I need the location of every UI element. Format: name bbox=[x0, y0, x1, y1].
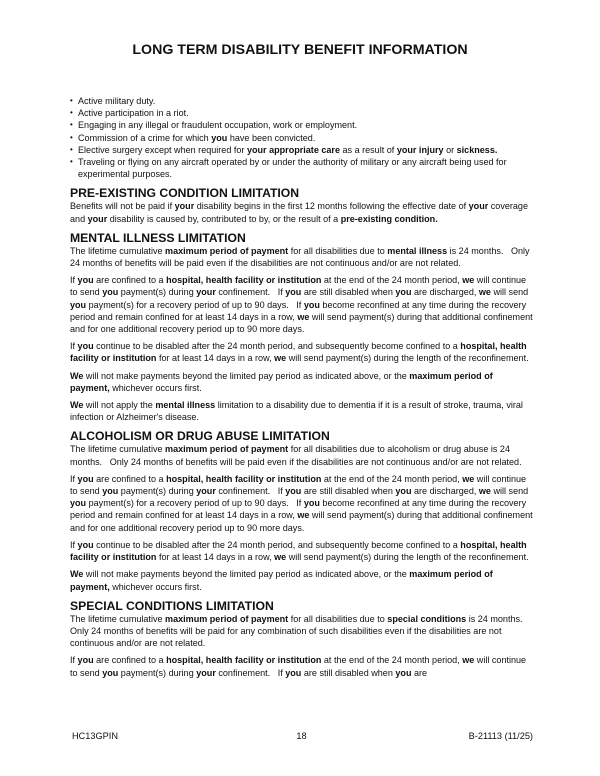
text-run: is 24 months. Only 24 months of benefits will be paid even if the disabilities are not continuous and/or are not related. bbox=[70, 245, 530, 269]
section-heading: MENTAL ILLNESS LIMITATION bbox=[70, 230, 246, 245]
bold-term: you bbox=[303, 498, 320, 509]
exclusions-list bbox=[70, 95, 533, 180]
limitation-section bbox=[70, 599, 533, 679]
text-run: Elective surgery except when required for bbox=[78, 144, 247, 155]
bold-term: you bbox=[70, 299, 87, 310]
text-run: become reconfined at any time during the recovery period and remain confined for at least 14 days in a row, bbox=[70, 498, 527, 521]
bold-term: we bbox=[274, 353, 287, 364]
limitation-section bbox=[70, 231, 533, 424]
page-title: LONG TERM DISABILITY BENEFIT INFORMATION bbox=[132, 42, 468, 58]
text-run: will not make payments beyond the limited pay period as indicated above, or the bbox=[83, 569, 410, 580]
text-run: for at least 14 days in a row, bbox=[156, 552, 275, 563]
footer-form-code: HC13GPIN bbox=[72, 731, 118, 741]
bold-term: you bbox=[77, 539, 94, 550]
bold-term: maximum period of payment bbox=[165, 613, 289, 624]
exclusion-item bbox=[70, 119, 533, 131]
text-run: will send payment(s) during that additional confinement and for one additional recovery period up to 90 more days. bbox=[70, 311, 533, 335]
text-run: If bbox=[70, 539, 78, 550]
bold-term: we bbox=[297, 510, 310, 521]
limitation-sections bbox=[70, 186, 533, 678]
section-paragraph bbox=[70, 539, 533, 563]
text-run: Engaging in any illegal or fraudulent occupation, work or employment. bbox=[78, 120, 358, 131]
text-run: payment(s) during bbox=[118, 486, 197, 497]
text-run: whichever occurs first. bbox=[109, 382, 202, 393]
limitation-section bbox=[70, 429, 533, 592]
text-run: payment(s) for a recovery period of up to 90 days. If bbox=[86, 498, 304, 509]
bold-term: you bbox=[285, 287, 302, 298]
text-run: payment(s) during bbox=[118, 287, 197, 298]
text-run: at the end of the 24 month period, bbox=[321, 473, 463, 484]
text-run: limitation to a disability due to dementia if it is a result of stroke, trauma, viral infection or Alzheimer's disease. bbox=[70, 400, 523, 423]
section-paragraph bbox=[70, 399, 533, 423]
exclusion-item bbox=[70, 144, 533, 156]
text-run: If bbox=[70, 473, 78, 484]
section-paragraph bbox=[70, 245, 533, 269]
text-run: continue to be disabled after the 24 month period, and subsequently become confined to a bbox=[93, 539, 461, 550]
section-paragraph bbox=[70, 613, 533, 650]
text-run: for all disabilities due to bbox=[288, 613, 388, 624]
text-run: at the end of the 24 month period, bbox=[321, 655, 463, 666]
section-heading: ALCOHOLISM OR DRUG ABUSE LIMITATION bbox=[70, 429, 330, 444]
bold-term: your bbox=[468, 201, 489, 212]
bold-term: we bbox=[297, 311, 310, 322]
text-run: are confined to a bbox=[93, 275, 167, 286]
text-run: disability is caused by, contributed to by, or the result of a bbox=[107, 213, 341, 224]
bold-term: we bbox=[462, 655, 475, 666]
text-run: will continue to send bbox=[70, 473, 527, 497]
bold-term: we bbox=[478, 287, 491, 298]
bold-term: hospital, health facility or institution bbox=[166, 275, 322, 286]
page-footer bbox=[70, 731, 533, 743]
exclusion-item bbox=[70, 95, 533, 107]
section-paragraph bbox=[70, 473, 533, 534]
bold-term: We bbox=[70, 370, 84, 381]
text-run: whichever occurs first. bbox=[109, 581, 202, 592]
bold-term: hospital, health facility or institution bbox=[166, 655, 322, 666]
text-run: Active military duty. bbox=[78, 96, 156, 106]
bold-term: maximum period of payment, bbox=[70, 370, 493, 393]
text-run: for all disabilities due to bbox=[288, 245, 388, 256]
bold-term: We bbox=[70, 569, 84, 580]
text-run: are still disabled when bbox=[301, 486, 396, 497]
text-run: Commission of a crime for which bbox=[78, 132, 212, 143]
bold-term: your bbox=[87, 213, 108, 224]
exclusion-item bbox=[70, 107, 533, 119]
section-paragraph bbox=[70, 654, 533, 678]
text-run: at the end of the 24 month period, bbox=[321, 275, 463, 286]
text-run: will not make payments beyond the limited pay period as indicated above, or the bbox=[83, 370, 410, 381]
bold-term: you bbox=[77, 473, 94, 484]
text-run: If bbox=[70, 655, 78, 666]
bold-term: your injury bbox=[396, 144, 444, 155]
text-run: If bbox=[70, 341, 78, 352]
text-run: are still disabled when bbox=[301, 667, 396, 678]
bold-term: We bbox=[70, 400, 84, 411]
text-run: The lifetime cumulative bbox=[70, 444, 166, 455]
text-run: confinement. If bbox=[215, 486, 286, 497]
text-run: will send payment(s) during the length of the reconfinement. bbox=[286, 552, 529, 563]
section-paragraph bbox=[70, 340, 533, 364]
text-run: confinement. If bbox=[215, 287, 286, 298]
bold-term: your bbox=[196, 287, 216, 298]
section-paragraph bbox=[70, 200, 533, 224]
bold-term: your bbox=[174, 201, 195, 212]
text-run: will not apply the bbox=[83, 400, 156, 411]
text-run: will send payment(s) during that additional confinement and for one additional recovery period up to 90 more days. bbox=[70, 510, 533, 533]
text-run: are confined to a bbox=[93, 655, 167, 666]
text-run: is 24 months. Only 24 months of benefits will be paid for any combination of such disabilities even if the disabilities are not continuous and/or are not related. bbox=[70, 613, 523, 649]
bold-term: your bbox=[196, 667, 216, 678]
bold-term: you bbox=[77, 341, 94, 352]
exclusion-item bbox=[70, 132, 533, 144]
document-body bbox=[70, 95, 533, 679]
bold-term: hospital, health facility or institution bbox=[166, 473, 322, 484]
text-run: are bbox=[411, 667, 428, 678]
text-run: payment(s) for a recovery period of up to 90 days. If bbox=[86, 299, 304, 310]
text-run: Active participation in a riot. bbox=[78, 108, 189, 119]
bold-term: hospital, health facility or institution bbox=[70, 341, 527, 364]
text-run: will continue to send bbox=[70, 655, 527, 678]
bold-term: maximum period of payment bbox=[165, 245, 289, 256]
text-run: If bbox=[70, 275, 78, 286]
text-run: are discharged, bbox=[411, 486, 479, 497]
bold-term: you bbox=[102, 667, 119, 678]
bold-term: sickness. bbox=[456, 144, 498, 155]
footer-form-id: B-21113 (11/25) bbox=[468, 731, 533, 741]
section-paragraph bbox=[70, 370, 533, 394]
bold-term: you bbox=[102, 486, 119, 497]
text-run: confinement. If bbox=[215, 667, 286, 678]
text-run: Benefits will not be paid if bbox=[70, 201, 175, 212]
bold-term: your bbox=[196, 486, 216, 497]
bold-term: you bbox=[211, 132, 228, 143]
text-run: coverage and bbox=[70, 201, 528, 224]
text-run: payment(s) during bbox=[118, 667, 197, 678]
bold-term: you bbox=[395, 486, 412, 497]
bold-term: you bbox=[395, 287, 412, 298]
bold-term: we bbox=[274, 552, 287, 563]
text-run: disability begins in the first 12 months following the effective date of bbox=[194, 201, 469, 212]
bold-term: mental illness bbox=[155, 400, 216, 411]
text-run: for at least 14 days in a row, bbox=[156, 353, 275, 364]
text-run: will send payment(s) during the length of the reconfinement. bbox=[286, 353, 529, 364]
text-run: are confined to a bbox=[93, 473, 167, 484]
bold-term: you bbox=[102, 287, 119, 298]
bold-term: maximum period of payment bbox=[165, 444, 289, 455]
text-run: Traveling or flying on any aircraft operated by or under the authority of military or any aircraft being used for experimental purposes. bbox=[78, 157, 507, 180]
bold-term: you bbox=[77, 275, 94, 286]
limitation-section bbox=[70, 186, 533, 224]
bold-term: hospital, health facility or institution bbox=[70, 539, 527, 563]
text-run: become reconfined at any time during the recovery period and remain confined for at least 14 days in a row, bbox=[70, 299, 527, 322]
bold-term: you bbox=[77, 655, 94, 666]
text-run: are discharged, bbox=[411, 287, 479, 298]
text-run: or bbox=[443, 144, 457, 155]
footer-page-number: 18 bbox=[296, 731, 307, 741]
bold-term: you bbox=[285, 667, 302, 678]
text-run: continue to be disabled after the 24 month period, and subsequently become confined to a bbox=[93, 341, 461, 352]
bold-term: you bbox=[70, 498, 87, 509]
exclusion-item bbox=[70, 156, 533, 180]
text-run: for all disabilities due to alcoholism or drug abuse is 24 months. Only 24 months of benefits will be paid even if the disabilities are not continuous and/or are not related. bbox=[70, 444, 522, 467]
bold-term: you bbox=[303, 299, 320, 310]
bold-term: you bbox=[285, 486, 302, 497]
section-heading: PRE-EXISTING CONDITION LIMITATION bbox=[70, 186, 300, 201]
section-paragraph bbox=[70, 443, 533, 467]
bold-term: we bbox=[478, 486, 491, 497]
bold-term: mental illness bbox=[387, 245, 448, 256]
bold-term: we bbox=[462, 275, 475, 286]
section-paragraph bbox=[70, 568, 533, 592]
bold-term: pre-existing condition. bbox=[340, 213, 438, 224]
bold-term: special conditions bbox=[387, 613, 467, 624]
bold-term: maximum period of payment, bbox=[70, 569, 493, 592]
section-paragraph bbox=[70, 274, 533, 335]
section-heading: SPECIAL CONDITIONS LIMITATION bbox=[70, 598, 274, 613]
text-run: will continue to send bbox=[70, 275, 527, 298]
text-run: will send bbox=[490, 486, 529, 497]
text-run: are still disabled when bbox=[301, 287, 396, 298]
bold-term: we bbox=[462, 473, 475, 484]
bold-term: you bbox=[395, 667, 412, 678]
text-run: The lifetime cumulative bbox=[70, 613, 166, 624]
text-run: will send bbox=[490, 287, 529, 298]
text-run: The lifetime cumulative bbox=[70, 245, 166, 256]
text-run: as a result of bbox=[339, 144, 397, 155]
bold-term: your appropriate care bbox=[246, 144, 340, 155]
text-run: have been convicted. bbox=[227, 132, 316, 143]
